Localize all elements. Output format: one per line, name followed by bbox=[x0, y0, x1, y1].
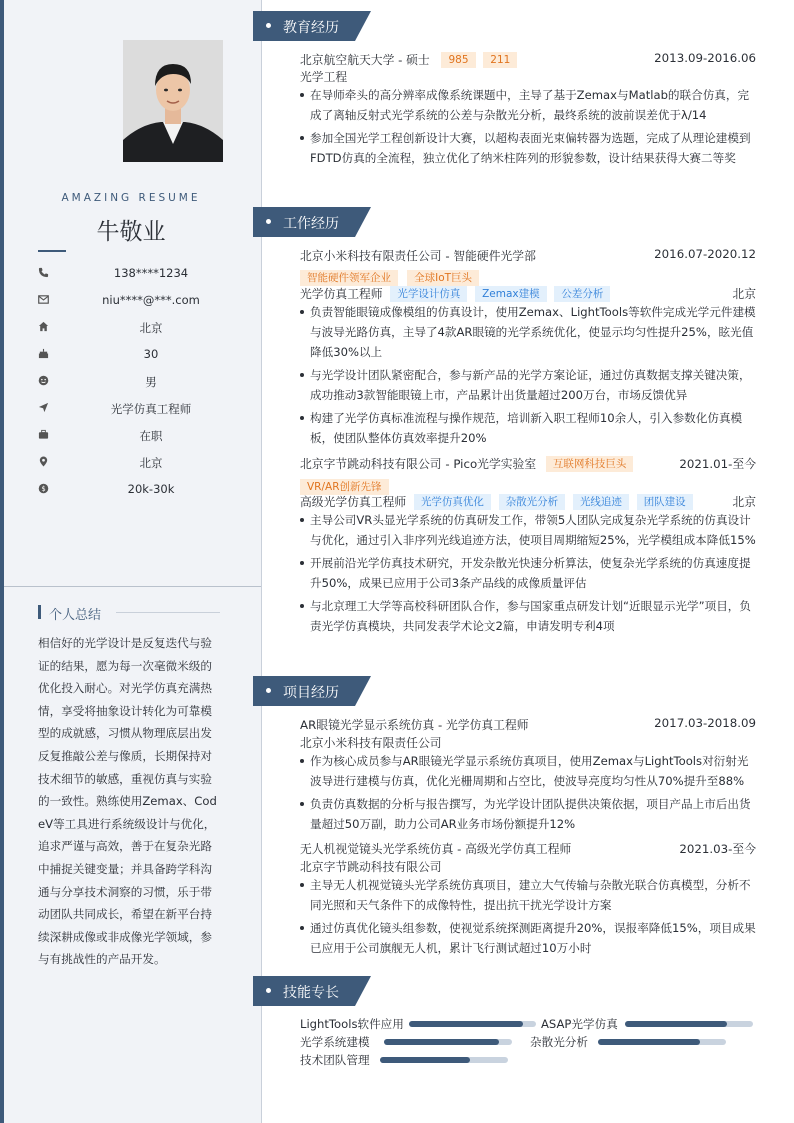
info-row-phone bbox=[38, 261, 240, 288]
summary-heading-line bbox=[116, 612, 220, 613]
candidate-name: 牛敬业 bbox=[96, 219, 166, 245]
section-dot bbox=[266, 219, 271, 224]
list-item: 主导公司VR头显光学系统的仿真研发工作，带领5人团队完成复杂光学系统的仿真设计与优化，通过引入非序列光线追迹方法，使项目周期缩短25%，光学模组成本降低15% bbox=[300, 510, 756, 550]
section-title-skills: 技能专长 bbox=[283, 985, 339, 1001]
skill-fill bbox=[598, 1039, 700, 1045]
role-tag: 公差分析 bbox=[554, 286, 610, 302]
project-1-company: 北京小米科技有限责任公司 bbox=[300, 736, 442, 750]
skill-name: 光学系统建模 bbox=[300, 1035, 370, 1049]
project-2-company: 北京字节跳动科技有限公司 bbox=[300, 860, 442, 874]
work-2-role bbox=[300, 493, 693, 510]
work-1-location: 北京 bbox=[732, 287, 756, 301]
info-row-location bbox=[38, 450, 240, 477]
education-school bbox=[300, 51, 517, 68]
work-1-role bbox=[300, 285, 610, 302]
salary-value: 20k-30k bbox=[127, 482, 175, 496]
work-2-bullets bbox=[300, 510, 756, 639]
skill-item bbox=[530, 1034, 730, 1048]
company-tag: 全球IoT巨头 bbox=[407, 270, 479, 286]
sidebar-divider bbox=[4, 586, 261, 587]
section-dot bbox=[266, 23, 271, 28]
work-2-location: 北京 bbox=[732, 495, 756, 509]
work-1-company: 北京小米科技有限责任公司 - 智能硬件光学部 bbox=[300, 249, 536, 263]
role-tag: 光学设计仿真 bbox=[390, 286, 467, 302]
education-bullets bbox=[300, 85, 756, 171]
info-row-age bbox=[38, 342, 240, 369]
age-value: 30 bbox=[143, 347, 159, 361]
list-item: 通过仿真优化镜头组参数，使视觉系统探测距离提升20%，误报率降低15%，项目成果已应用于公司旗舰无人机，累计飞行测试超过10万小时 bbox=[300, 918, 756, 958]
education-tag-985: 985 bbox=[441, 52, 475, 68]
list-item: 参加全国光学工程创新设计大赛，以超构表面光束偏转器为选题，完成了从理论建模到FDTD仿真的全流程，独立优化了纳米柱阵列的形貌参数，设计结果获得大赛二等奖 bbox=[300, 128, 756, 168]
phone-value: 138****1234 bbox=[113, 266, 189, 280]
education-date: 2013.09-2016.06 bbox=[654, 51, 756, 65]
summary-heading-bar bbox=[38, 605, 41, 619]
info-row-home bbox=[38, 315, 240, 342]
list-item: 在导师牵头的高分辨率成像系统课题中，主导了基于Zemax与Matlab的联合仿真，完成了离轴反射式光学系统的公差与杂散光分析，最终系统的波前误差优于λ/14 bbox=[300, 85, 756, 125]
skill-track bbox=[409, 1021, 536, 1027]
home-icon bbox=[38, 321, 49, 332]
status-value: 在职 bbox=[139, 429, 163, 443]
face-icon bbox=[38, 375, 49, 386]
skill-track bbox=[598, 1039, 726, 1045]
send-icon bbox=[38, 402, 49, 413]
list-item: 作为核心成员参与AR眼镜光学显示系统仿真项目，使用Zemax与LightTools对衍射光波导进行建模与仿真，优化光栅周期和占空比，使波导亮度均匀性从70%提升至88% bbox=[300, 751, 756, 791]
project-1-bullets bbox=[300, 751, 756, 837]
role-tag: 团队建设 bbox=[637, 494, 693, 510]
section-header-projects bbox=[253, 676, 371, 706]
briefcase-icon bbox=[38, 429, 49, 440]
list-item: 负责仿真数据的分析与报告撰写，为光学设计团队提供决策依据，项目产品上市后出货量超过50万副，助力公司AR业务市场份额提升12% bbox=[300, 794, 756, 834]
skill-fill bbox=[409, 1021, 523, 1027]
skill-item bbox=[300, 1034, 516, 1048]
role-tag: Zemax建模 bbox=[475, 286, 547, 302]
skill-fill bbox=[384, 1039, 499, 1045]
education-tag-211: 211 bbox=[483, 52, 517, 68]
section-header-education bbox=[253, 11, 371, 41]
work-1-role-name: 光学仿真工程师 bbox=[300, 287, 383, 301]
work-2-company bbox=[300, 455, 633, 472]
location-pin-icon bbox=[38, 456, 49, 467]
home-value: 北京 bbox=[139, 321, 163, 335]
work-2-date: 2021.01-至今 bbox=[679, 457, 756, 471]
list-item: 负责智能眼镜成像模组的仿真设计，使用Zemax、LightTools等软件完成光学元件建模与波导光路仿真，主导了4款AR眼镜的光学系统优化，使显示均匀性提升25%，眩光值降低30%以上 bbox=[300, 302, 756, 362]
role-tag: 光学仿真优化 bbox=[414, 494, 491, 510]
summary-title: 个人总结 bbox=[49, 608, 102, 623]
skill-item bbox=[300, 1052, 516, 1066]
phone-icon bbox=[38, 267, 49, 278]
skill-name: ASAP光学仿真 bbox=[541, 1017, 618, 1031]
work-1-bullets bbox=[300, 302, 756, 451]
skill-name: 技术团队管理 bbox=[300, 1053, 370, 1067]
list-item: 与光学设计团队紧密配合，参与新产品的光学方案论证，通过仿真数据支撑关键决策，成功推动3款智能眼镜上市，产品累计出货量超过200万台，市场反馈优异 bbox=[300, 365, 756, 405]
skill-track bbox=[384, 1039, 512, 1045]
summary-heading bbox=[38, 604, 220, 622]
skill-track bbox=[625, 1021, 753, 1027]
project-1-title: AR眼镜光学显示系统仿真 - 光学仿真工程师 bbox=[300, 718, 529, 732]
info-row-status bbox=[38, 423, 240, 450]
section-title-work: 工作经历 bbox=[283, 216, 339, 232]
work-1-date: 2016.07-2020.12 bbox=[654, 247, 756, 261]
money-icon bbox=[38, 483, 49, 494]
work-2-company-name: 北京字节跳动科技有限公司 - Pico光学实验室 bbox=[300, 457, 537, 471]
section-dot bbox=[266, 988, 271, 993]
list-item: 开展前沿光学仿真技术研究，开发杂散光快速分析算法，使复杂光学系统的仿真速度提升50%，成果已应用于公司3条产品线的成像质量评估 bbox=[300, 553, 756, 593]
name-underline bbox=[38, 250, 66, 252]
section-header-skills bbox=[253, 976, 371, 1006]
sidebar bbox=[0, 0, 262, 1123]
skill-item bbox=[300, 1016, 516, 1030]
skill-track bbox=[380, 1057, 508, 1063]
position-value: 光学仿真工程师 bbox=[110, 402, 192, 416]
role-tag: 杂散光分析 bbox=[499, 494, 566, 510]
education-major: 光学工程 bbox=[300, 70, 348, 84]
role-tag: 光线追迹 bbox=[573, 494, 629, 510]
main-content bbox=[262, 0, 794, 1123]
section-header-work bbox=[253, 207, 371, 237]
svg-text:$: $ bbox=[41, 484, 46, 493]
location-value: 北京 bbox=[139, 456, 163, 470]
education-school-name: 北京航空航天大学 - 硕士 bbox=[300, 53, 430, 67]
list-item: 构建了光学仿真标准流程与操作规范，培训新入职工程师10余人，引入参数化仿真模板，使团队整体仿真效率提升20% bbox=[300, 408, 756, 448]
gender-value: 男 bbox=[145, 375, 157, 389]
contact-info-list bbox=[38, 261, 240, 504]
list-item: 主导无人机视觉镜头光学系统仿真项目，建立大气传输与杂散光联合仿真模型，分析不同光照和天气条件下的成像特性，提出抗干扰光学设计方案 bbox=[300, 875, 756, 915]
company-tag: 互联网科技巨头 bbox=[546, 456, 634, 472]
section-title-education: 教育经历 bbox=[283, 20, 339, 36]
mail-icon bbox=[38, 294, 49, 305]
skill-name: 杂散光分析 bbox=[530, 1035, 588, 1049]
skill-name: LightTools软件应用 bbox=[300, 1017, 404, 1031]
work-2-role-name: 高级光学仿真工程师 bbox=[300, 495, 407, 509]
info-row-salary bbox=[38, 477, 240, 504]
info-row-gender bbox=[38, 369, 240, 396]
project-2-date: 2021.03-至今 bbox=[679, 842, 756, 856]
work-1-company-tags bbox=[300, 267, 479, 286]
company-tag: 智能硬件领军企业 bbox=[300, 270, 398, 286]
company-tag: VR/AR创新先锋 bbox=[300, 479, 389, 495]
info-row-email bbox=[38, 288, 240, 315]
cake-icon bbox=[38, 348, 49, 359]
project-2-bullets bbox=[300, 875, 756, 961]
email-value: niu****@***.com bbox=[102, 293, 200, 307]
list-item: 与北京理工大学等高校科研团队合作，参与国家重点研发计划“近眼显示光学”项目，负责光学仿真模块，共同发表学术论文2篇，申请发明专利4项 bbox=[300, 596, 756, 636]
skill-fill bbox=[625, 1021, 727, 1027]
skill-item bbox=[541, 1016, 756, 1030]
project-2-title: 无人机视觉镜头光学系统仿真 - 高级光学仿真工程师 bbox=[300, 842, 572, 856]
resume-tagline: AMAZING RESUME bbox=[61, 192, 201, 204]
project-1-date: 2017.03-2018.09 bbox=[654, 716, 756, 730]
profile-photo bbox=[123, 40, 223, 162]
section-dot bbox=[266, 688, 271, 693]
section-title-projects: 项目经历 bbox=[283, 685, 339, 701]
skill-fill bbox=[380, 1057, 470, 1063]
summary-text: 相信好的光学设计是反复迭代与验证的结果，愿为每一次毫微米级的优化投入耐心。对光学仿真充满热情，享受将抽象设计转化为可靠模型的成就感，习惯从物理底层出发反复推敲公差与像质，长期保持对技术细节的敏感，重视仿真与实验的一致性。熟练使用Zemax、CodeV等工具进行系统级设计与优化，追求严谨与高效，善于在复杂光路中捕捉关键变量；并具备跨学科沟通与分享技术洞察的习惯，乐于带动团队共同成长，希望在新平台持续深耕成像或非成像光学领域，参与有挑战性的产品开发。 bbox=[38, 636, 217, 967]
info-row-position bbox=[38, 396, 240, 423]
